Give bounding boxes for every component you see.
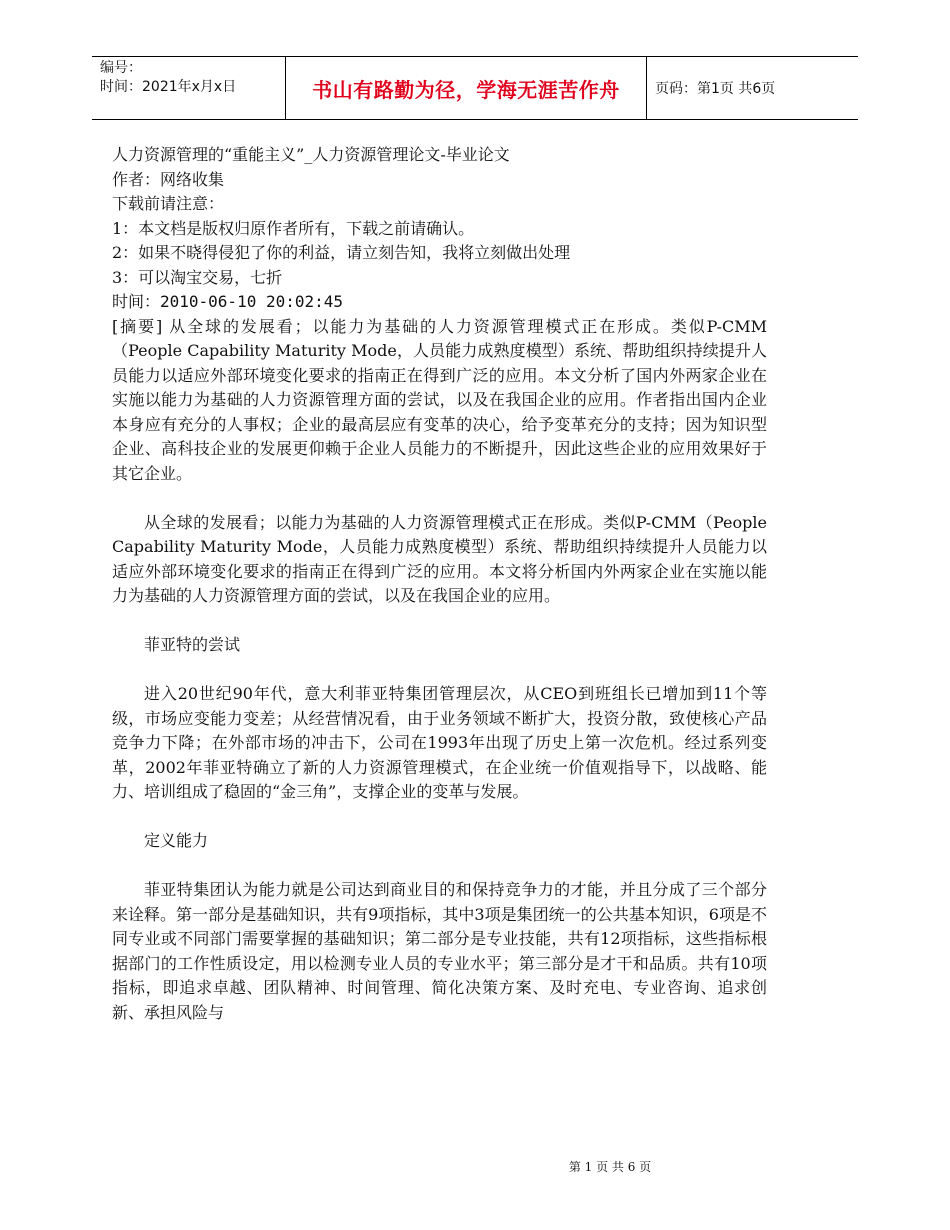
document-body	[112, 143, 767, 1025]
header-left-cell	[92, 57, 285, 119]
timestamp-line: 时间：2010-06-10 20:02:45	[112, 292, 344, 311]
heading-fiat: 菲亚特的尝试	[144, 635, 241, 654]
page-footer: 第 1 页 共 6 页	[568, 1160, 652, 1174]
header-motto-cell	[285, 57, 647, 119]
author-line: 作者：网络收集	[112, 169, 225, 189]
document-title: 人力资源管理的“重能主义”_人力资源管理论文-毕业论文	[112, 145, 510, 164]
notice-heading: 下载前请注意：	[112, 194, 225, 213]
header-page-label: 页码：第1页 共6页	[655, 81, 776, 97]
define-ability-paragraph: 菲亚特集团认为能力就是公司达到商业目的和保持竞争力的才能，并且分成了三个部分来诠释。第一部分是基础知识，共有9项指标，其中3项是集团统一的公共基本知识，6项是不同专业或不同部门需要掌握的基础知识；第二部分是专业技能，共有12项指标，这些指标根据部门的工作性质设定，用以检测专业人员的专业水平；第三部分是才干和品质。共有10项指标，即追求卓越、团队精神、时间管理、简化决策方案、及时充电、专业咨询、追求创新、承担风险与	[112, 880, 767, 1022]
notice-item-1: 1：本文档是版权归原作者所有，下载之前请确认。	[112, 218, 475, 238]
doc-number-label: 编号：	[100, 60, 142, 76]
page-header	[92, 56, 858, 120]
header-page-cell	[647, 57, 858, 119]
fiat-paragraph: 进入20世纪90年代，意大利菲亚特集团管理层次，从CEO到班组长已增加到11个等级，市场应变能力变差；从经营情况看，由于业务领域不断扩大，投资分散，致使核心产品竞争力下降；在外部市场的冲击下，公司在1993年出现了历史上第一次危机。经过系列变革，2002年菲亚特确立了新的人力资源管理模式，在企业统一价值观指导下，以战略、能力、培训组成了稳固的“金三角”，支撑企业的变革与发展。	[112, 684, 767, 801]
motto-text: 书山有路勤为径，学海无涯苦作舟	[312, 77, 620, 102]
abstract-paragraph: [摘要] 从全球的发展看；以能力为基础的人力资源管理模式正在形成。类似P-CMM（People Capability Maturity Mode，人员能力成熟度模型）系统、帮助组织持续提升人员能力以适应外部环境变化要求的指南正在得到广泛的应用。本文分析了国内外两家企业在实施以能力为基础的人力资源管理方面的尝试，以及在我国企业的应用。作者指出国内企业本身应有充分的人事权；企业的最高层应有变革的决心，给予变革充分的支持；因为知识型企业、高科技企业的发展更仰赖于企业人员能力的不断提升，因此这些企业的应用效果好于其它企业。	[112, 316, 767, 483]
notice-item-3: 3：可以淘宝交易，七折	[112, 267, 283, 287]
notice-item-2: 2：如果不晓得侵犯了你的利益，请立刻告知，我将立刻做出处理	[112, 243, 571, 262]
intro-paragraph: 从全球的发展看；以能力为基础的人力资源管理模式正在形成。类似P-CMM（People Capability Maturity Mode，人员能力成熟度模型）系统、帮助组织持续提升人员能力以适应外部环境变化要求的指南正在得到广泛的应用。本文将分析国内外两家企业在实施以能力为基础的人力资源管理方面的尝试，以及在我国企业的应用。	[112, 512, 767, 605]
heading-define-ability: 定义能力	[144, 831, 209, 850]
header-time-label: 时间：2021年x月x日	[100, 79, 237, 95]
